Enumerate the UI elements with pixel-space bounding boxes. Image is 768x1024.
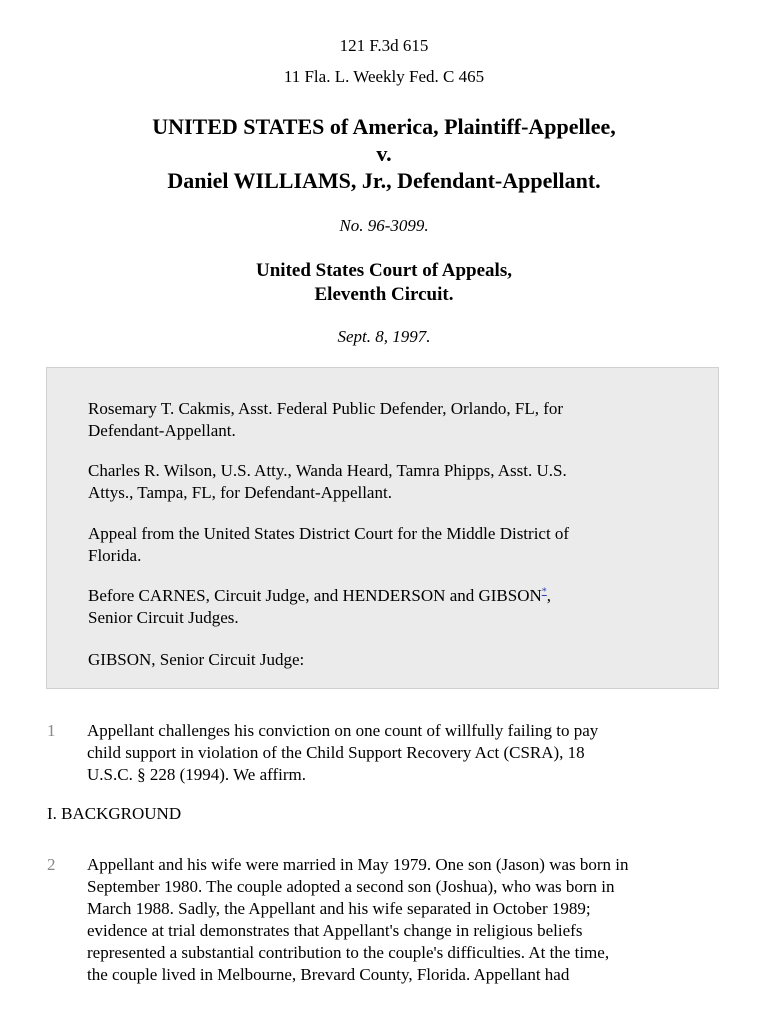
caption-versus: v. [376, 141, 392, 166]
counsel-box [46, 367, 719, 689]
paragraph-number: 2 [47, 855, 56, 874]
paragraph-line: Appellant and his wife were married in May 1979. One son (Jason) was born in [87, 855, 629, 874]
paragraph-line: Appellant challenges his conviction on one count of willfully failing to pay [87, 721, 599, 740]
counsel-appellant [88, 398, 688, 442]
paragraph-line: evidence at trial demonstrates that Appellant's change in religious beliefs [87, 921, 583, 940]
paragraph-number: 1 [47, 721, 56, 740]
counsel-appellant-line2: Defendant-Appellant. [88, 421, 236, 440]
paragraph-line: March 1988. Sadly, the Appellant and his wife separated in October 1989; [87, 899, 591, 918]
docket-number: No. 96-3099. [339, 216, 429, 235]
caption-defendant: Daniel WILLIAMS, Jr., Defendant-Appellant. [167, 168, 601, 193]
caption-plaintiff: UNITED STATES of America, Plaintiff-Appellee, [152, 114, 616, 139]
panel-judges-line2: Senior Circuit Judges. [88, 608, 239, 627]
opinion-author: GIBSON, Senior Circuit Judge: [88, 650, 305, 669]
panel-judges-line1: Before CARNES, Circuit Judge, and HENDERSON and GIBSON [88, 586, 542, 605]
court-name-line1: United States Court of Appeals, [256, 260, 512, 281]
paragraph-line: represented a substantial contribution to the couple's difficulties. At the time, [87, 943, 610, 962]
parallel-citation: 11 Fla. L. Weekly Fed. C 465 [283, 67, 485, 86]
reporter-citation: 121 F.3d 615 [339, 36, 429, 55]
counsel-appellee-line1: Charles R. Wilson, U.S. Atty., Wanda Heard, Tamra Phipps, Asst. U.S. [88, 461, 567, 480]
paragraph-text [87, 854, 727, 986]
paragraph-line: child support in violation of the Child Support Recovery Act (CSRA), 18 [87, 743, 585, 762]
appeal-origin-line1: Appeal from the United States District Court for the Middle District of [88, 524, 570, 543]
panel-judges [88, 585, 688, 629]
paragraph-line: the couple lived in Melbourne, Brevard County, Florida. Appellant had [87, 965, 570, 984]
section-heading: I. BACKGROUND [47, 804, 182, 823]
paragraph-line: U.S.C. § 228 (1994). We affirm. [87, 765, 306, 784]
counsel-appellee-line2: Attys., Tampa, FL, for Defendant-Appellant. [88, 483, 392, 502]
court-name [0, 259, 768, 307]
counsel-appellee [88, 460, 688, 504]
case-caption [0, 113, 768, 194]
appeal-origin [88, 523, 688, 567]
decision-date: Sept. 8, 1997. [337, 327, 431, 346]
counsel-appellant-line1: Rosemary T. Cakmis, Asst. Federal Public Defender, Orlando, FL, for [88, 399, 564, 418]
appeal-origin-line2: Florida. [88, 546, 142, 565]
footnote-link[interactable]: * [541, 586, 547, 598]
paragraph-line: September 1980. The couple adopted a second son (Joshua), who was born in [87, 877, 615, 896]
court-name-line2: Eleventh Circuit. [314, 284, 454, 305]
panel-judges-comma: , [546, 586, 552, 605]
paragraph-text [87, 720, 727, 786]
